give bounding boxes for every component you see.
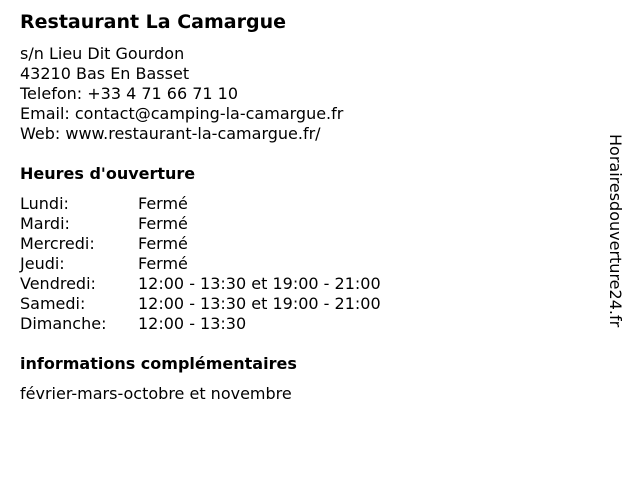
additional-info-text: février-mars-octobre et novembre [20,384,292,403]
day-label: Samedi: [20,294,86,313]
opening-hours-table [20,194,381,334]
street-address: s/n Lieu Dit Gourdon [20,44,185,63]
phone-number: Telefon: +33 4 71 66 71 10 [20,84,239,103]
hours-value: 12:00 - 13:30 et 19:00 - 21:00 [138,274,381,293]
day-label: Dimanche: [20,314,107,333]
hours-value: Fermé [138,254,188,273]
hours-row-friday [20,274,381,294]
website-address: Web: www.restaurant-la-camargue.fr/ [20,124,321,143]
additional-info-heading: informations complémentaires [20,354,297,373]
address-block [20,44,343,144]
hours-row-saturday [20,294,381,314]
site-watermark: Horairesdouverture24.fr [606,134,625,328]
opening-hours-heading: Heures d'ouverture [20,164,196,183]
hours-row-wednesday [20,234,381,254]
day-label: Mercredi: [20,234,95,253]
day-label: Mardi: [20,214,70,233]
hours-value: 12:00 - 13:30 et 19:00 - 21:00 [138,294,381,313]
hours-value: Fermé [138,234,188,253]
day-label: Jeudi: [20,254,65,273]
hours-row-thursday [20,254,381,274]
city-address: 43210 Bas En Basset [20,64,190,83]
hours-value: Fermé [138,214,188,233]
hours-row-monday [20,194,381,214]
restaurant-name: Restaurant La Camargue [20,11,286,33]
hours-row-sunday [20,314,381,334]
day-label: Vendredi: [20,274,96,293]
day-label: Lundi: [20,194,69,213]
email-address: Email: contact@camping-la-camargue.fr [20,104,344,123]
hours-value: Fermé [138,194,188,213]
hours-row-tuesday [20,214,381,234]
hours-value: 12:00 - 13:30 [138,314,247,333]
